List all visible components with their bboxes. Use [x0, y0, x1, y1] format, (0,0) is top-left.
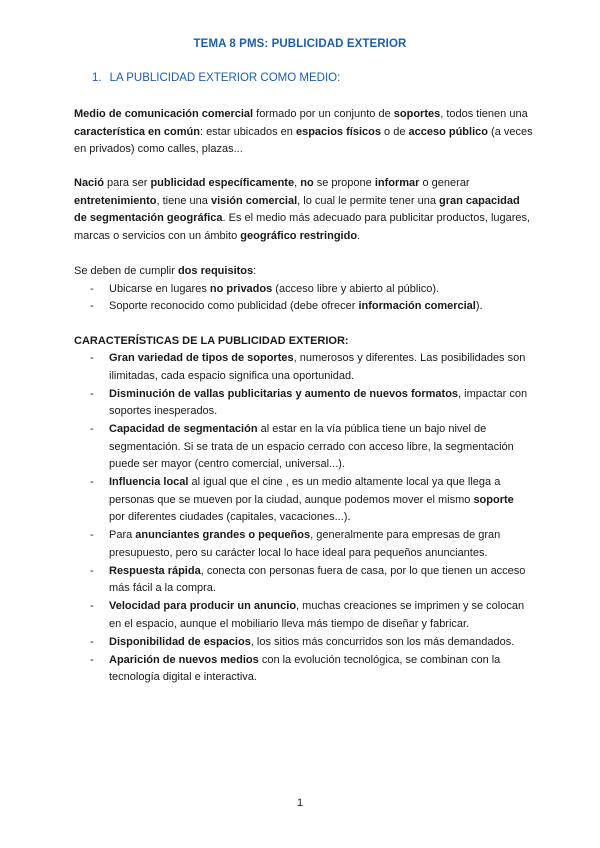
bold-text-run: entretenimiento — [74, 194, 157, 207]
bold-text-run: característica en común — [74, 125, 200, 138]
list-item-text — [109, 529, 500, 559]
paragraph-origin — [74, 175, 534, 245]
list-item — [74, 598, 530, 633]
text-run: , numerosos y diferentes. Las posibilidades son ilimitadas, cada espacio significa una oportunidad. — [109, 352, 526, 382]
page-number: 1 — [296, 797, 304, 809]
text-run: , — [294, 177, 301, 189]
list-item — [74, 298, 534, 316]
list-item-text — [109, 388, 527, 418]
list-item — [74, 563, 530, 598]
section-heading — [92, 72, 340, 84]
text-run: , los sitios más concurridos son los más demandados. — [250, 635, 515, 648]
text-run: : estar ubicados en — [199, 125, 296, 138]
bold-text-run: espacios físicos — [295, 125, 381, 138]
list-item — [74, 350, 530, 385]
list-item-text — [109, 352, 525, 382]
list-dash: - — [90, 423, 94, 435]
text-run: (acceso libre y abierto al público). — [272, 282, 440, 295]
section-number: 1. — [92, 72, 102, 84]
bold-text-run: acceso público — [408, 125, 488, 138]
bold-text-run: Aparición de nuevos medios — [109, 653, 259, 666]
text-run: con la evolución tecnológica, se combinan con la tecnología digital e interactiva. — [109, 653, 501, 683]
bold-text-run: información comercial — [358, 300, 476, 312]
bold-text-run: informar — [374, 177, 420, 189]
text-run: Ubicarse en lugares — [109, 282, 210, 295]
text-run: , muchas creaciones se imprimen y se colocan en el espacio, aunque el mobiliario lleva más tiempo de diseñar y fabricar. — [109, 600, 525, 630]
text-run: por diferentes ciudades (capitales, vacaciones...). — [109, 511, 351, 523]
text-run: . — [357, 229, 361, 242]
bold-text-run: soporte — [473, 493, 514, 506]
list-dash: - — [90, 529, 94, 541]
list-dash: - — [90, 564, 94, 577]
bold-text-run: Disminución de vallas publicitarias y aumento de nuevos formatos — [109, 387, 459, 400]
text-run: o de — [380, 125, 409, 138]
list-item-text — [109, 636, 514, 648]
paragraph-definition — [74, 106, 534, 159]
text-run: : — [253, 265, 257, 277]
list-item-text — [109, 476, 514, 523]
bold-text-run: no privados — [209, 282, 273, 295]
list-item — [74, 527, 530, 562]
text-run: para ser — [103, 177, 151, 189]
bold-text-run: Velocidad para producir un anuncio — [109, 600, 297, 612]
text-run: al estar en la vía pública tiene un bajo nivel de segmentación. Si se trata de un espacio cerrado con acceso libre, la segmentación puede ser mayor (centro comercial, universal...). — [109, 423, 514, 470]
text-run: se propone — [313, 177, 375, 189]
list-dash: - — [90, 300, 94, 312]
list-item-text — [109, 600, 524, 630]
text-run: , tiene una — [156, 194, 211, 207]
text-run: Para — [109, 529, 136, 541]
requirements-block — [74, 263, 534, 316]
bold-text-run: no — [300, 177, 314, 189]
text-run: , todos tienen una — [440, 108, 528, 120]
list-dash: - — [90, 600, 94, 612]
characteristics-title: CARACTERÍSTICAS DE LA PUBLICIDAD EXTERIOR: — [74, 335, 349, 347]
bold-text-run: Gran variedad de tipos de soportes — [109, 352, 294, 364]
text-run: ). — [475, 300, 483, 312]
bold-text-run: dos requisitos — [177, 265, 254, 277]
bold-text-run: Respuesta rápida — [109, 564, 201, 577]
document-title: TEMA 8 PMS: PUBLICIDAD EXTERIOR — [193, 38, 407, 50]
text-run: o generar — [419, 177, 470, 189]
list-dash: - — [90, 352, 94, 364]
bold-text-run: gran capacidad de segmentación geográfica — [74, 194, 520, 224]
text-run: , conecta con personas fuera de casa, por lo que tienen un acceso más fácil a la compra. — [109, 564, 526, 594]
text-run: . Es el medio más adecuado para publicitar productos, lugares, marcas o servicios con un ámbito — [74, 212, 531, 242]
list-dash: - — [90, 635, 94, 648]
characteristics-list — [74, 350, 530, 687]
bold-text-run: Influencia local — [109, 476, 189, 488]
bold-text-run: soportes — [393, 108, 441, 120]
text-run: , generalmente para empresas de gran presupuesto, pero su carácter local lo hace ideal para pequeños anunciantes. — [109, 529, 501, 559]
list-item — [74, 634, 530, 652]
bold-text-run: Nació — [74, 177, 104, 189]
bold-text-run: publicidad específicamente — [150, 177, 295, 189]
text-run: Soporte reconocido como publicidad (debe ofrecer — [109, 300, 359, 312]
list-item-text — [109, 423, 514, 470]
list-item — [74, 474, 530, 527]
bold-text-run: geográfico restringido — [240, 229, 358, 242]
section-heading-text: LA PUBLICIDAD EXTERIOR COMO MEDIO: — [109, 72, 341, 84]
requirements-intro — [74, 263, 534, 281]
bold-text-run: anunciantes grandes o pequeños — [135, 529, 311, 541]
list-item — [74, 652, 530, 687]
list-dash: - — [90, 387, 94, 400]
list-dash: - — [90, 653, 94, 666]
requirements-list — [74, 281, 534, 316]
list-item-text — [109, 565, 525, 595]
list-item-text — [109, 283, 439, 295]
list-item — [74, 281, 534, 299]
list-item — [74, 386, 530, 421]
list-item — [74, 421, 530, 474]
text-run: , lo cual le permite tener una — [297, 194, 440, 207]
text-run: Se deben de cumplir — [74, 265, 178, 277]
text-run: formado por un conjunto de — [253, 108, 394, 120]
list-item-text — [109, 300, 483, 312]
bold-text-run: visión comercial — [210, 194, 298, 207]
bold-text-run: Capacidad de segmentación — [109, 423, 258, 435]
text-run: (a veces en privados) como calles, plazas... — [74, 125, 533, 155]
text-run: al igual que el cine , es un medio altamente local ya que llega a personas que se mueven por la ciudad, aunque podemos mover el mismo — [109, 476, 501, 506]
bold-text-run: Medio de comunicación comercial — [74, 108, 254, 120]
bold-text-run: Disponibilidad de espacios — [109, 635, 251, 648]
text-run: , impactar con soportes inesperados. — [109, 387, 528, 417]
list-item-text — [109, 654, 500, 684]
list-dash: - — [90, 476, 94, 488]
list-dash: - — [90, 282, 94, 295]
